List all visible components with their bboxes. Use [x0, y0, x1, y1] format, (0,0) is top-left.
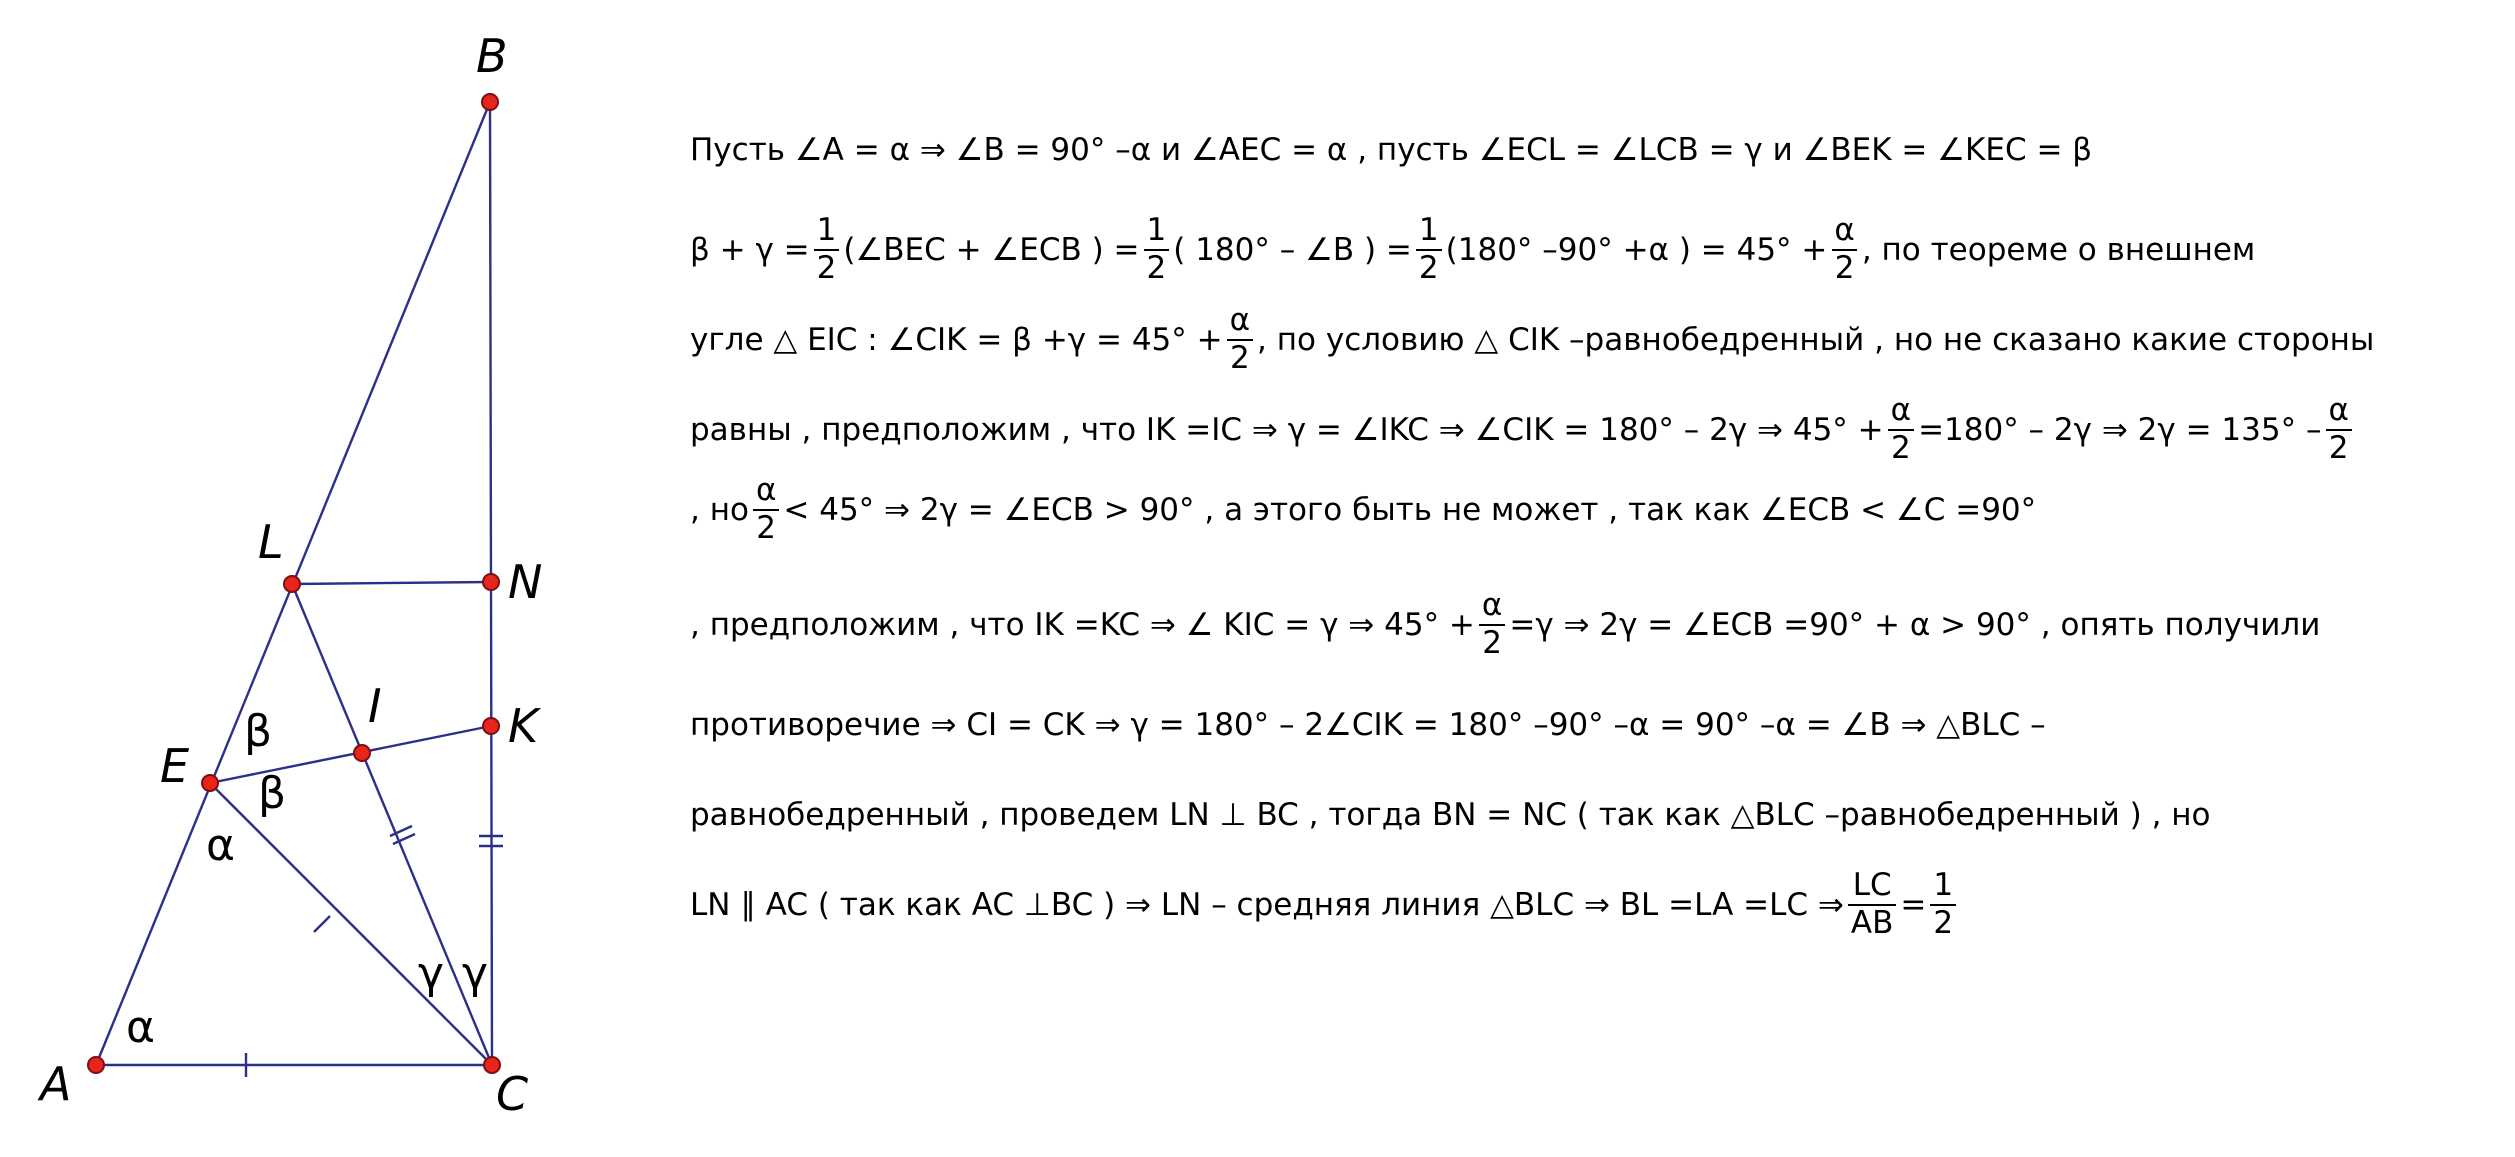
text: (∠BEC + ∠ECB ) = [843, 232, 1140, 268]
angle-alpha-A: α [126, 1002, 156, 1053]
denominator: 2 [814, 249, 840, 287]
fraction [1848, 868, 1896, 941]
point-B [482, 94, 498, 110]
text: (180° –90° +α ) = 45° + [1445, 232, 1828, 268]
text: = [1900, 887, 1927, 923]
angle-alpha-E: α [206, 820, 236, 871]
proof-line-3 [690, 295, 2374, 385]
text: , но [690, 492, 749, 528]
point-L [284, 576, 300, 592]
proof-line-7 [690, 680, 2046, 770]
point-E [202, 775, 218, 791]
text: β + γ = [690, 232, 810, 268]
text: =180° – 2γ ⇒ 2γ = 135° – [1918, 412, 2322, 448]
text: < 45° ⇒ 2γ = ∠ECB > 90° , а этого быть не может , так как ∠ECB < ∠C =90° [783, 492, 2037, 528]
proof-line-2 [690, 205, 2255, 295]
denominator: 2 [1227, 339, 1253, 377]
point-I [354, 745, 370, 761]
label-C: C [496, 1067, 529, 1121]
angle-gamma-left: γ [418, 948, 445, 999]
proof-line-9 [690, 860, 1960, 950]
tick-EC [314, 916, 330, 932]
fraction [1416, 213, 1442, 286]
proof-line-4 [690, 385, 2356, 475]
proof-line-6 [690, 580, 2320, 670]
denominator: 2 [1832, 249, 1858, 287]
text: , предположим , что IK =KC ⇒ ∠ KIC = γ ⇒ 45° + [690, 607, 1475, 643]
fraction [1479, 588, 1505, 661]
label-A: A [40, 1057, 72, 1111]
denominator: 2 [1930, 904, 1956, 942]
fraction [1144, 213, 1170, 286]
fraction [753, 473, 779, 546]
numerator: α [1890, 392, 1912, 429]
numerator: 1 [1933, 867, 1954, 904]
fraction [1888, 393, 1914, 466]
text: , по условию △ CIK –равнобедренный , но не сказано какие стороны [1257, 322, 2375, 358]
denominator: 2 [1888, 429, 1914, 467]
text: равны , предположим , что IK =IC ⇒ γ = ∠IKC ⇒ ∠CIK = 180° – 2γ ⇒ 45° + [690, 412, 1884, 448]
geometry-figure [0, 0, 680, 1157]
proof-line-5 [690, 465, 2036, 555]
numerator: α [1834, 212, 1855, 249]
point-A [88, 1057, 104, 1073]
text: равнобедренный , проведем LN ⊥ BC , тогда BN = NC ( так как △BLC –равнобедренный ) , но [690, 797, 2211, 833]
proof-line-8 [690, 770, 2211, 860]
denominator: 2 [1479, 624, 1505, 662]
label-I: I [368, 679, 382, 733]
label-N: N [508, 555, 543, 609]
denominator: 2 [1144, 249, 1170, 287]
fraction [1930, 868, 1956, 941]
denominator: 2 [1416, 249, 1442, 287]
denominator: 2 [2326, 429, 2352, 467]
numerator: 1 [1146, 212, 1167, 249]
fraction [1227, 303, 1253, 376]
numerator: LC [1852, 867, 1892, 904]
segment-EC [210, 783, 492, 1065]
numerator: α [1229, 302, 1251, 339]
text: противоречие ⇒ CI = CK ⇒ γ = 180° – 2∠CIK = 180° –90° –α = 90° –α = ∠B ⇒ △BLC – [690, 707, 2046, 743]
text: угле △ EIC : ∠CIK = β +γ = 45° + [690, 322, 1223, 358]
angle-beta-lower: β [258, 768, 287, 819]
label-B: B [476, 29, 508, 83]
text: , по теореме о внешнем [1861, 232, 2256, 268]
numerator: α [2328, 392, 2349, 429]
numerator: 1 [816, 212, 837, 249]
angle-beta-upper: β [244, 706, 273, 757]
label-K: K [508, 699, 539, 753]
denominator: AB [1848, 904, 1896, 942]
numerator: 1 [1418, 212, 1439, 249]
fraction [814, 213, 840, 286]
numerator: α [1481, 587, 1503, 624]
label-E: E [160, 739, 190, 793]
angle-gamma-right: γ [462, 948, 489, 999]
label-L: L [258, 515, 284, 569]
fraction [2325, 393, 2351, 466]
point-K [483, 718, 499, 734]
segment-LN [292, 582, 491, 584]
text: LN ∥ AC ( так как AC ⊥BC ) ⇒ LN – средняя линия △BLC ⇒ BL =LA =LC ⇒ [690, 887, 1844, 923]
text: Пусть ∠A = α ⇒ ∠B = 90° –α и ∠AEC = α , пусть ∠ECL = ∠LCB = γ и ∠BEK = ∠KEC = β [690, 132, 2093, 168]
point-N [483, 574, 499, 590]
fraction [1831, 213, 1857, 286]
proof-line-1 [690, 105, 2092, 195]
text: =γ ⇒ 2γ = ∠ECB =90° + α > 90° , опять получили [1509, 607, 2321, 643]
numerator: α [755, 472, 777, 509]
denominator: 2 [753, 509, 779, 547]
text: ( 180° – ∠B ) = [1173, 232, 1412, 268]
